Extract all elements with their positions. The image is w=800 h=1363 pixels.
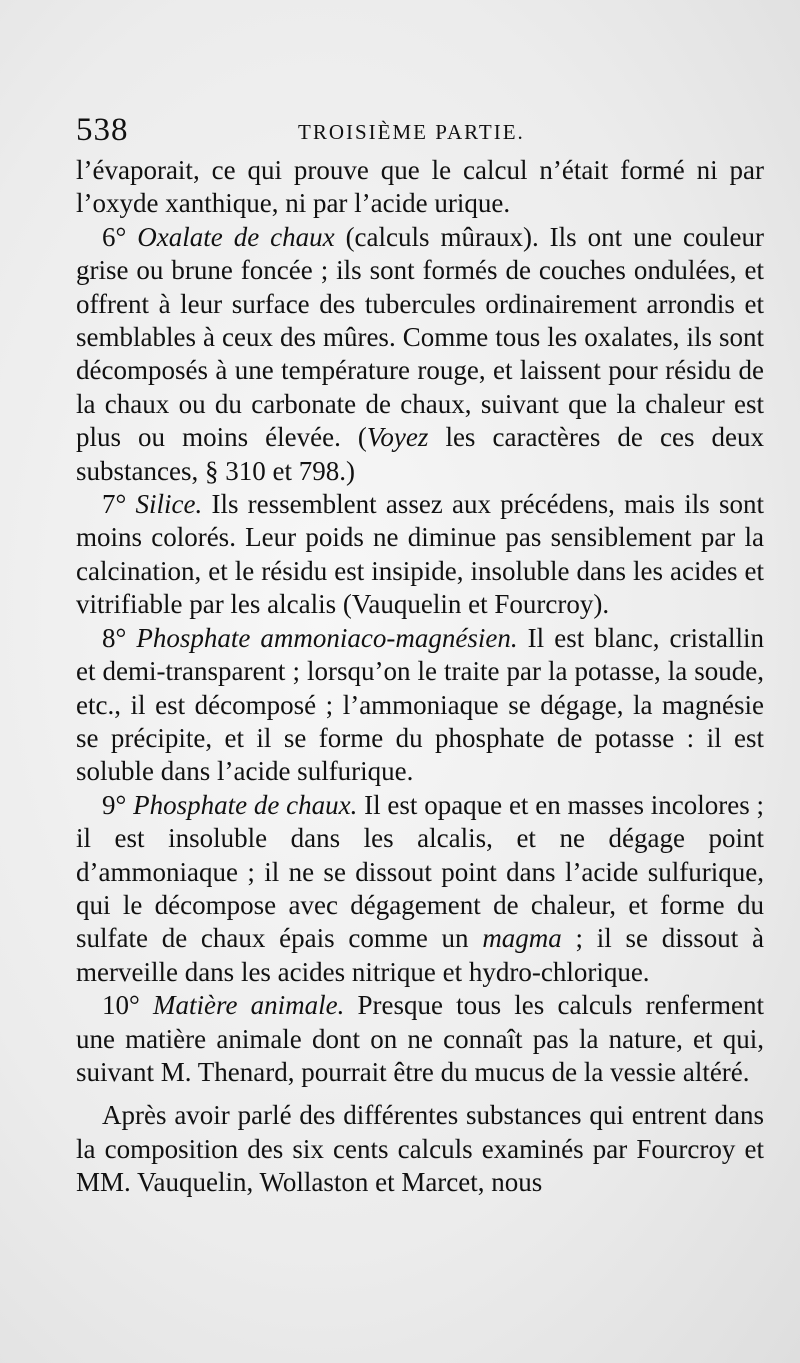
- paragraph-text-cont: les caractères de ces deux substances, § 310 et 798.): [76, 422, 764, 486]
- item-title: Phosphate de chaux.: [133, 789, 358, 820]
- paragraph-continuation: [76, 154, 764, 221]
- page-number: 538: [76, 112, 129, 148]
- paragraph-conclusion: [76, 1099, 764, 1199]
- paragraph-text: l’évaporait, ce qui prouve que le calcul n’était formé ni par l’oxyde xanthique, ni par l’acide urique.: [76, 155, 764, 219]
- paragraph-phosphate-chaux: [76, 789, 764, 989]
- paragraph-matiere-animale: [76, 989, 764, 1089]
- item-number: 9°: [102, 789, 134, 820]
- magma-word: magma: [482, 923, 562, 954]
- paragraph-text: Presque tous les calculs renferment une matière animale dont on ne connaît pas la nature, et qui, suivant M. Thenard, pourrait être du mucus de la vessie altéré.: [76, 990, 765, 1087]
- body-text: [76, 154, 764, 1200]
- paragraph-text-cont: ; il se dissout à merveille dans les acides nitrique et hydro-chlorique.: [76, 923, 765, 987]
- paragraph-text: Ils ressemblent assez aux précédens, mais ils sont moins colorés. Leur poids ne diminue pas sensiblement par la calcination, et le résidu est insipide, insoluble dans les acides et vitrifiable par les alcalis (Vauquelin et Fourcroy).: [76, 489, 764, 620]
- paragraph-oxalate: [76, 221, 764, 488]
- item-title: Matière animale.: [152, 990, 345, 1021]
- page-header: [76, 112, 756, 152]
- paragraph-silice: [76, 488, 764, 622]
- item-title: Silice.: [135, 489, 203, 520]
- item-number: 6°: [102, 221, 138, 252]
- paragraph-text: Après avoir parlé des différentes substances qui entrent dans la composition des six cents calculs examinés par Fourcroy et MM. Vauquelin, Wollaston et Marcet, nous: [76, 1100, 764, 1198]
- item-number: 8°: [102, 622, 137, 653]
- item-number: 7°: [102, 489, 136, 520]
- running-head: TROISIÈME PARTIE.: [298, 120, 525, 144]
- voyez-word: Voyez: [366, 422, 429, 453]
- paragraph-phosphate-ammoniaco: [76, 622, 764, 789]
- paragraph-text: Il est opaque et en masses incolores ; il est insoluble dans les alcalis, et ne dégage point d’ammoniaque ; il ne se dissout point dans l’acide sulfurique, qui le décompose avec dégagement de chaleur, et forme du sulfate de chaux épais comme un: [76, 789, 765, 954]
- item-title: Oxalate de chaux: [137, 221, 335, 252]
- paragraph-text: Il est blanc, cristallin et demi-transparent ; lorsqu’on le traite par la potasse, la soude, etc., il est décomposé ; l’ammoniaque se dégage, la magnésie se précipite, et il se forme du phosphate de potasse : il est soluble dans l’acide sulfurique.: [76, 622, 764, 787]
- paragraph-text: (calculs mûraux). Ils ont une couleur grise ou brune foncée ; ils sont formés de couches ondulées, et offrent à leur surface des tubercules ordinairement arrondis et semblables à ceux des mûres. Comme tous les oxalates, ils sont décomposés à une température rouge, et laissent pour résidu de la chaux ou du carbonate de chaux, suivant que la chaleur est plus ou moins élevée. (: [76, 221, 764, 453]
- item-number: 10°: [102, 990, 153, 1021]
- item-title: Phosphate ammoniaco-magnésien.: [136, 622, 518, 653]
